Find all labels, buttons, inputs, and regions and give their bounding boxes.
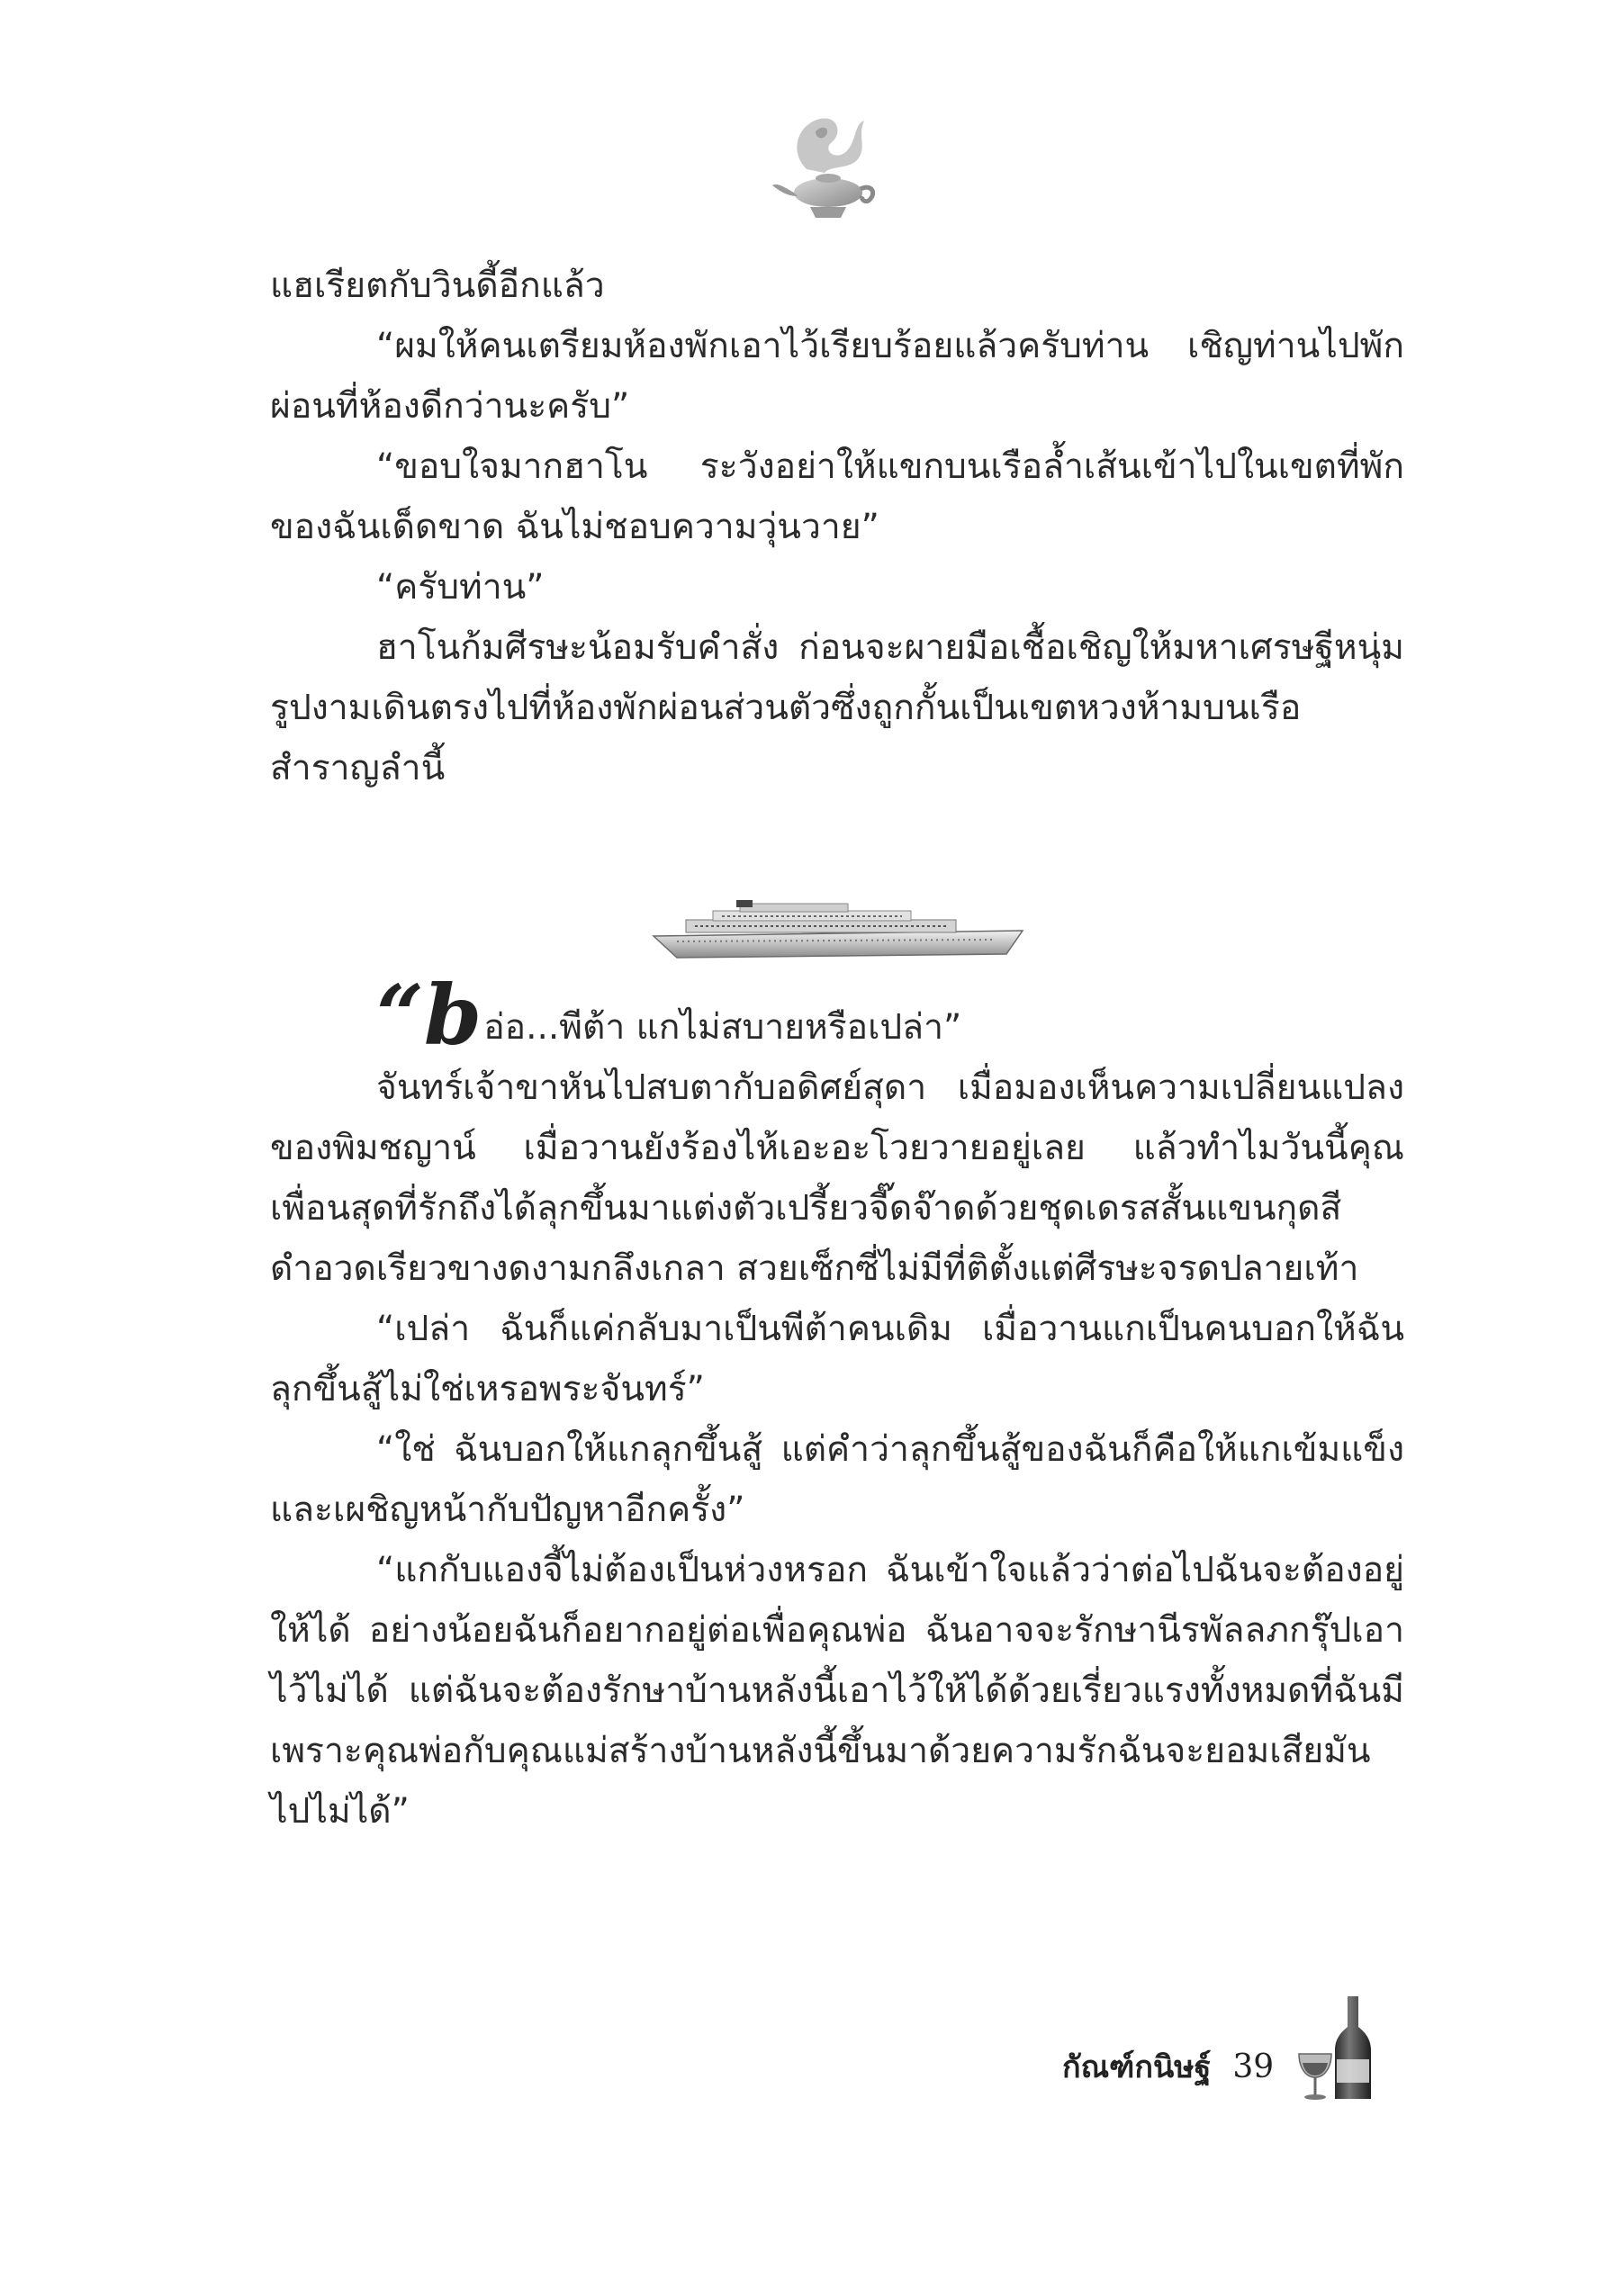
cruise-ship-icon xyxy=(650,900,1026,963)
top-text-block xyxy=(270,256,1404,798)
bottom-text-block xyxy=(270,967,1404,1841)
wine-bottle-glass-icon xyxy=(1295,1994,1382,2102)
paragraph: ฮาโนก้มศีรษะน้อมรับคำสั่ง ก่อนจะผายมือเชื้อเชิญให้มหาเศรษฐีหนุ่มรูปงามเดินตรงไปที่ห้องพักผ่อนส่วนตัวซึ่งถูกกั้นเป็นเขตหวงห้ามบนเรือสำราญลำนี้ xyxy=(270,627,1404,788)
paragraph: “ขอบใจมากฮาโน ระวังอย่าให้แขกบนเรือล้ำเส้นเข้าไปในเขตที่พักของฉันเด็ดขาด ฉันไม่ชอบความวุ่นวาย” xyxy=(270,446,1404,547)
page-number: 39 xyxy=(1232,2048,1275,2085)
paragraph: จันทร์เจ้าขาหันไปสบตากับอดิศย์สุดา เมื่อมองเห็นความเปลี่ยนแปลงของพิมชญาน์ เมื่อวานยังร้องไห้เอะอะโวยวายอยู่เลย แล้วทำไมวันนี้คุณเพื่อนสุดที่รักถึงได้ลุกขึ้นมาแต่งตัวเปรี้ยวจี๊ดจ๊าดด้วยชุดเดรสสั้นแขนกุดสีดำอวดเรียวขางดงามกลึงเกลา สวยเซ็กซี่ไม่มีที่ติตั้งแต่ศีรษะจรดปลายเท้า xyxy=(270,1067,1404,1289)
teapot-genie-icon xyxy=(771,106,882,225)
paragraph: “เปล่า ฉันก็แค่กลับมาเป็นพีต้าคนเดิม เมื่อวานแกเป็นคนบอกให้ฉันลุกขึ้นสู้ไม่ใช่เหรอพระจันทร์” xyxy=(270,1309,1404,1409)
opening-text: อ่อ...พีต้า แกไม่สบายหรือเปล่า” xyxy=(483,1007,962,1048)
page-footer xyxy=(1062,2030,1382,2102)
paragraph: “ใช่ ฉันบอกให้แกลุกขึ้นสู้ แต่คำว่าลุกขึ้นสู้ของฉันก็คือให้แกเข้มแข็งและเผชิญหน้ากับปัญหาอีกครั้ง” xyxy=(270,1429,1404,1530)
author-name: กัณฑ์กนิษฐ์ xyxy=(1062,2049,1212,2085)
drop-cap: “b xyxy=(376,967,482,1064)
paragraph: “ครับท่าน” xyxy=(376,567,545,608)
paragraph: “แกกับแองจี้ไม่ต้องเป็นห่วงหรอก ฉันเข้าใจแล้วว่าต่อไปฉันจะต้องอยู่ให้ได้ อย่างน้อยฉันก็อยากอยู่ต่อเพื่อคุณพ่อ ฉันอาจจะรักษานีรพัลลภกรุ๊ปเอาไว้ไม่ได้ แต่ฉันจะต้องรักษาบ้านหลังนี้เอาไว้ให้ได้ด้วยเรี่ยวแรงทั้งหมดที่ฉันมี เพราะคุณพ่อกับคุณแม่สร้างบ้านหลังนี้ขึ้นมาด้วยความรักฉันจะยอมเสียมันไปไม่ได้” xyxy=(270,1550,1404,1832)
paragraph: “ผมให้คนเตรียมห้องพักเอาไว้เรียบร้อยแล้วครับท่าน เชิญท่านไปพักผ่อนที่ห้องดีกว่านะครับ” xyxy=(270,326,1404,427)
opening-line xyxy=(270,967,1404,1064)
paragraph: แฮเรียตกับวินดี้อีกแล้ว xyxy=(270,266,605,306)
